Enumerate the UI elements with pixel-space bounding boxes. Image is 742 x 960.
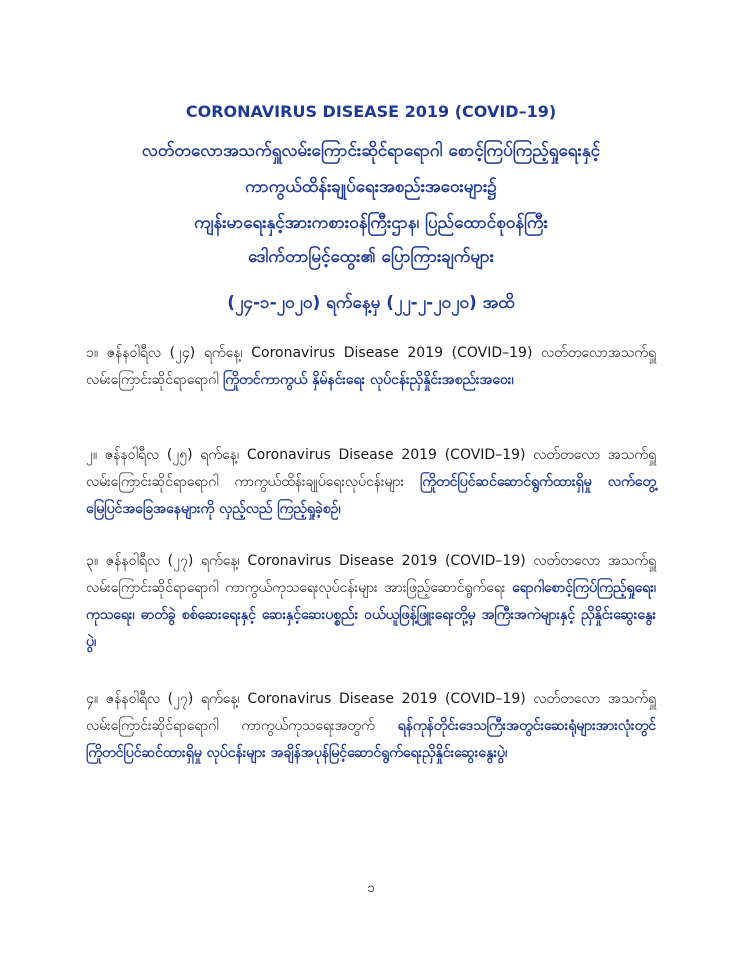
document-title: CORONAVIRUS DISEASE 2019 (COVID–19) [185,102,557,121]
paragraph-1-highlight: ကြိုတင်ကာကွယ် နှိမ်နင်းရေး လုပ်ငန်းညှိနှိုင်းအစည်းအဝေး၊ [223,372,514,388]
heading-line-3: ကျန်းမာရေးနှင့်အားကစားဝန်ကြီးဌာန၊ ပြည်ထောင်စုဝန်ကြီး [194,213,548,233]
paragraph-3 [86,548,656,656]
heading-line-4: ဒေါက်တာမြင့်ထွေး၏ ပြောကြားချက်များ [247,247,495,267]
heading-line-2: ကာကွယ်ထိန်းချုပ်ရေးအစည်းအဝေးများ၌ [245,177,497,197]
paragraph-2-text: ၂။ ဇန်နဝါရီလ (၂၅) ရက်နေ့၊ Coronavirus Disease 2019 (COVID–19) လတ်တလော အသက်ရှူလမ်းကြောင်းဆိုင်ရာရောဂါ ကာကွယ်ထိန်းချုပ်ရေးလုပ်ငန်းများ [86,447,656,490]
paragraph-1 [86,340,656,394]
paragraph-2-highlight: ကြိုတင်ပြင်ဆင်ဆောင်ရွက်ထားရှိမှု လက်တွေ့မြေပြင်အခြေအနေများကို လှည့်လည် ကြည့်ရှုခဲ့စဉ်၊ [86,474,656,517]
date-range: (၂၄-၁-၂၀၂၀) ရက်နေ့မှ (၂၂-၂-၂၀၂၀) အထိ [227,293,515,313]
paragraph-1-text: ၁။ ဇန်နဝါရီလ (၂၄) ရက်နေ့၊ Coronavirus Disease 2019 (COVID–19) လတ်တလောအသက်ရှူလမ်းကြောင်းဆိုင်ရာရောဂါ [86,345,656,388]
page-number: ၁ [367,880,375,896]
paragraph-4-text: ၄။ ဇန်နဝါရီလ (၂၇) ရက်နေ့၊ Coronavirus Disease 2019 (COVID–19) လတ်တလော အသက်ရှူလမ်းကြောင်းဆိုင်ရာရောဂါ ကာကွယ်ကုသရေးအတွက် [86,691,656,734]
paragraph-3-text: ၃။ ဇန်နဝါရီလ (၂၇) ရက်နေ့၊ Coronavirus Disease 2019 (COVID–19) လတ်တလော အသက်ရှူလမ်းကြောင်းဆိုင်ရာရောဂါ ကာကွယ်ကုသရေးလုပ်ငန်းများ အားဖြည့်ဆောင်ရွက်ရေး [86,553,656,596]
paragraph-4 [86,686,656,767]
paragraph-4-highlight: ရန်ကုန်တိုင်းဒေသကြီးအတွင်းဆေးရုံများအားလုံးတွင် ကြိုတင်ပြင်ဆင်ထားရှိမှု လုပ်ငန်းများ အချိန်အပုန်မြင့်ဆောင်ရွက်ရေးညှိနှိုင်းဆွေးနွေးပွဲ၊ [86,718,656,761]
heading-line-1: လတ်တလောအသက်ရှူလမ်းကြောင်းဆိုင်ရာရောဂါ စောင့်ကြပ်ကြည့်ရှုရေးနှင့် [141,141,601,161]
paragraph-3-highlight: ရောဂါစောင့်ကြပ်ကြည့်ရှုရေး၊ ကုသရေး၊ ဓာတ်ခွဲ စစ်ဆေးရေးနှင့် ဆေးနှင့်ဆေးပစ္စည်း ဝယ်ယူဖြန့်ဖြူးရေးတို့မှ အကြီးအကဲများနှင့် ညှိနှိုင်းဆွေးနွေးပွဲ၊ [86,580,656,650]
paragraph-2 [86,442,656,523]
